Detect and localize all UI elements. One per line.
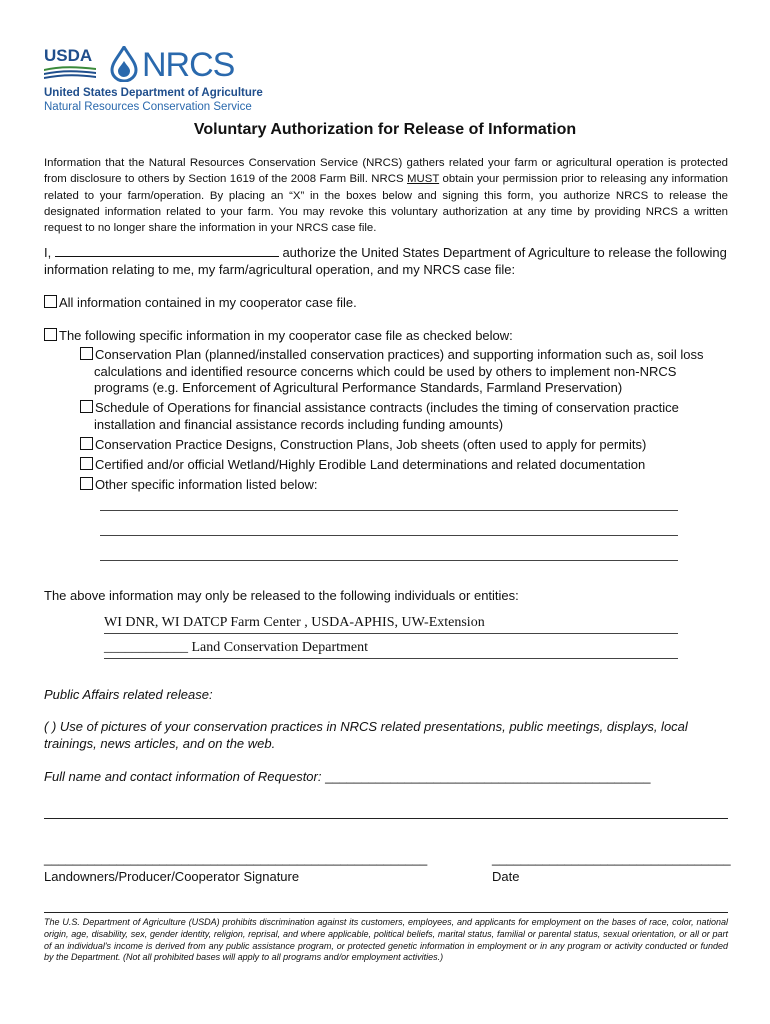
section-divider: [44, 818, 728, 819]
usda-logo-text: USDA: [44, 46, 93, 65]
sub-item-other: [80, 477, 720, 494]
other-info-line-3[interactable]: [100, 560, 678, 561]
release-entity-1[interactable]: WI DNR, WI DATCP Farm Center , USDA-APHIS, UW-Extension: [104, 615, 678, 634]
intro-text-1: Information that the Natural Resources Conservation Service (NRCS) gathers related your farm or agricultural operation is protected from disclosure to others by Section 1619 of the 2008 Farm Bill. NRCS: [44, 157, 728, 186]
other-info-line-1[interactable]: [100, 510, 678, 511]
water-drop-icon: [108, 46, 140, 82]
footer-divider: [44, 912, 728, 913]
signature-field[interactable]: _____________________________________________________: [44, 851, 428, 866]
sub-item-label: Other specific information listed below:: [95, 477, 318, 492]
sub-item-label: Schedule of Operations for financial assistance contracts (includes the timing of conservation practice installation and financial assistance records including funding amounts): [94, 400, 679, 432]
sub-item-label: Conservation Plan (planned/installed conservation practices) and supporting information such as, soil loss calculations and identified resource concerns which could be used by others to implement non-NRCS programs (e.g. Enforcement of Agricultural Performance Standards, Farmland Preservation): [94, 347, 704, 395]
option-specific-info-label: The following specific information in my cooperator case file as checked below:: [59, 328, 513, 343]
checkbox-all-info[interactable]: [44, 295, 57, 308]
sub-item-practice-designs: [80, 437, 720, 454]
signature-label: Landowners/Producer/Cooperator Signature: [44, 869, 300, 884]
sub-item-wetland-determinations: [80, 457, 720, 474]
intro-paragraph: [44, 155, 728, 236]
date-label: Date: [492, 869, 520, 884]
other-info-line-2[interactable]: [100, 535, 678, 536]
release-entity-2-label: Land Conservation Department: [188, 640, 369, 655]
nrcs-logo: [108, 44, 235, 84]
authorize-rest: authorize the United States Department of Agriculture to release the following information relating to me, my farm/agricultural operation, and my NRCS case file:: [44, 245, 727, 277]
agency-subname: Natural Resources Conservation Service: [44, 101, 252, 113]
checkbox-wetland-determinations[interactable]: [80, 457, 93, 470]
checkbox-other[interactable]: [80, 477, 93, 490]
option-all-info: [44, 295, 734, 312]
checkbox-schedule-of-operations[interactable]: [80, 400, 93, 413]
intro-text-2: obtain your permission prior to releasing any information related to your farm/operation. By placing an “X” in the boxes below and signing this form, you authorize NRCS to release the designated information related to your farm. You may revoke this voluntary authorization at any time by providing NRCS a written request to no longer share the information in your NRCS case file.: [44, 173, 728, 235]
usda-logo-hills-icon: [44, 65, 96, 80]
option-specific-info: [44, 328, 734, 345]
checkbox-practice-designs[interactable]: [80, 437, 93, 450]
authorize-prefix: I,: [44, 245, 55, 260]
release-heading: The above information may only be released to the following individuals or entities:: [44, 588, 519, 603]
nondiscrimination-statement: The U.S. Department of Agriculture (USDA) prohibits discrimination against its customers, employees, and applicants for employment on the bases of race, color, national origin, age, disability, sex, gender identity, religion, reprisal, and where applicable, political beliefs, marital status, familial or parental status, sexual orientation, or all or part of an individual's income is derived from any public assistance program, or protected genetic information in employment or in any program or activity conducted or funded by the Department. (Not all prohibited bases will apply to all programs and/or employment activities.): [44, 917, 728, 963]
name-field[interactable]: [55, 256, 279, 257]
authorize-statement: [44, 245, 734, 278]
sub-item-conservation-plan: [80, 347, 706, 397]
document-title: Voluntary Authorization for Release of Information: [193, 121, 577, 138]
requestor-field[interactable]: _____________________________________________: [325, 769, 651, 784]
sub-item-label: Conservation Practice Designs, Construction Plans, Job sheets (often used to apply for permits): [95, 437, 647, 452]
option-all-info-label: All information contained in my cooperator case file.: [59, 295, 357, 310]
intro-must: MUST: [407, 173, 440, 186]
checkbox-specific-info[interactable]: [44, 328, 57, 341]
requestor-label: Full name and contact information of Requestor:: [44, 769, 322, 784]
release-entity-2[interactable]: [104, 640, 678, 659]
public-affairs-heading: Public Affairs related release:: [44, 687, 213, 702]
public-affairs-option[interactable]: ( ) Use of pictures of your conservation practices in NRCS related presentations, public meetings, displays, local trainings, news articles, and on the web.: [44, 719, 688, 751]
requestor-row: [44, 768, 734, 785]
checkbox-conservation-plan[interactable]: [80, 347, 93, 360]
date-field[interactable]: _________________________________: [492, 851, 731, 866]
county-blank: ____________: [104, 640, 188, 655]
sub-item-label: Certified and/or official Wetland/Highly Erodible Land determinations and related documentation: [95, 457, 646, 472]
agency-name: United States Department of Agriculture: [44, 87, 263, 99]
sub-item-schedule-of-operations: [80, 400, 706, 433]
nrcs-logo-text: NRCS: [142, 46, 235, 84]
usda-logo: [44, 46, 96, 80]
